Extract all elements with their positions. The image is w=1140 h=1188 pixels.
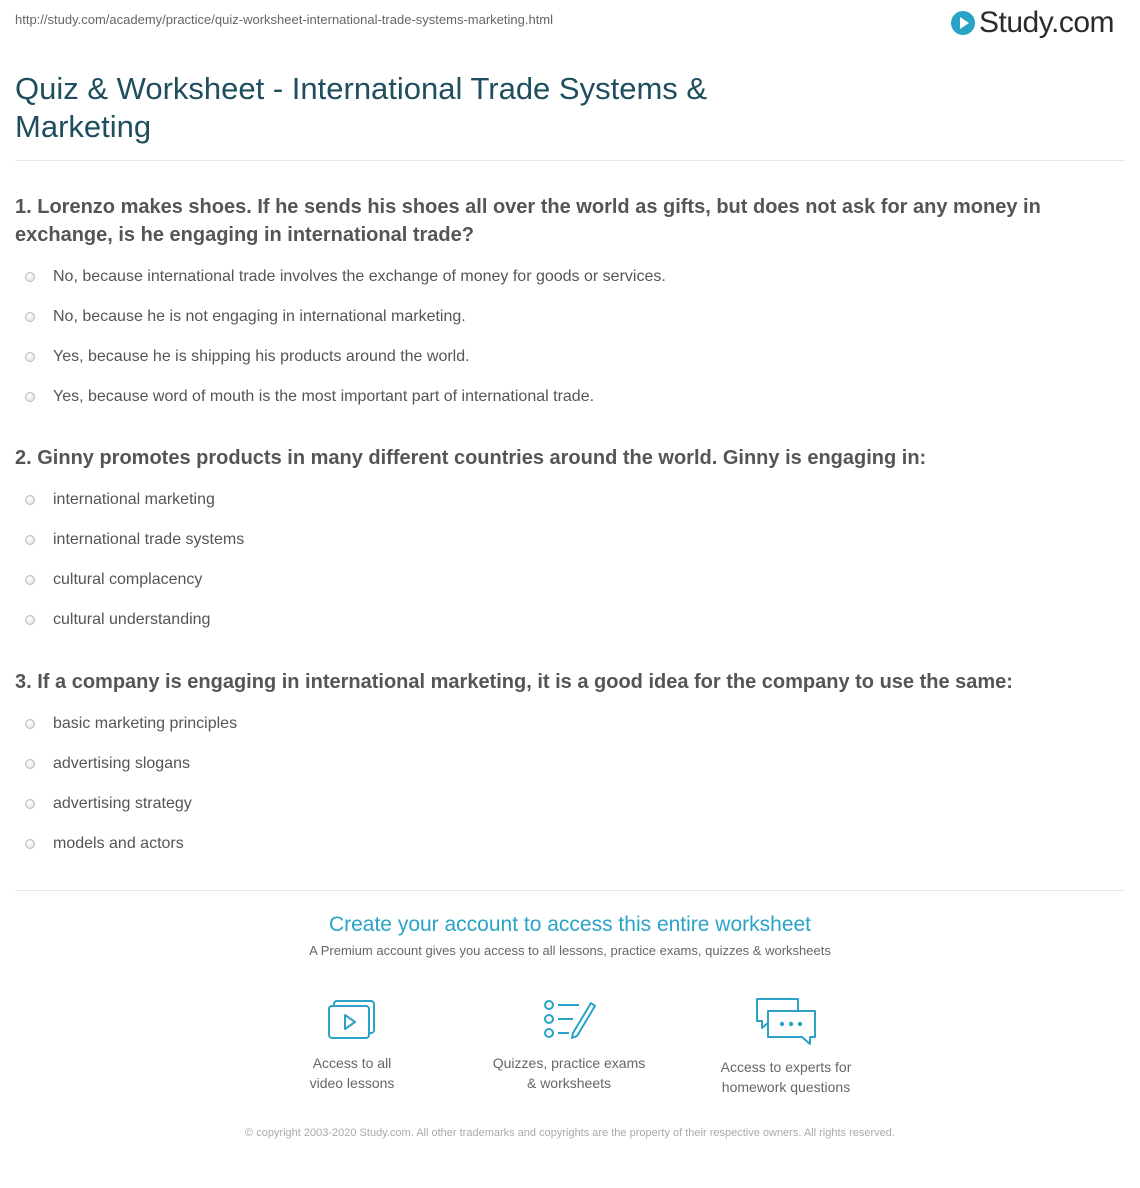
radio-button[interactable]: [25, 719, 35, 729]
answer-option[interactable]: [15, 297, 1115, 337]
answer-option[interactable]: [15, 377, 1115, 417]
radio-button[interactable]: [25, 535, 35, 545]
answer-label: international marketing: [53, 491, 215, 508]
feature-line: homework questions: [721, 1079, 851, 1095]
play-circle-icon: [951, 11, 975, 35]
answer-option[interactable]: [15, 337, 1115, 377]
answer-label: No, because international trade involves the exchange of money for goods or services.: [53, 268, 666, 285]
question-3: [15, 668, 1115, 864]
answer-label: models and actors: [53, 835, 184, 852]
feature-line: video lessons: [309, 1075, 395, 1091]
study-logo[interactable]: [951, 6, 1114, 40]
answer-label: Yes, because he is shipping his products around the world.: [53, 348, 470, 365]
chat-bubbles-icon: [754, 995, 818, 1047]
page-url: http://study.com/academy/practice/quiz-worksheet-international-trade-systems-marketing.html: [15, 12, 554, 27]
question-2: [15, 444, 1115, 640]
answer-label: cultural complacency: [53, 571, 203, 588]
page-title: Quiz & Worksheet - International Trade Systems & Marketing: [15, 71, 708, 144]
divider: [15, 890, 1125, 891]
radio-button[interactable]: [25, 759, 35, 769]
question-text: 2. Ginny promotes products in many different countries around the world. Ginny is engaging in:: [15, 447, 927, 469]
answer-label: cultural understanding: [53, 611, 211, 628]
radio-button[interactable]: [25, 839, 35, 849]
radio-button[interactable]: [25, 392, 35, 402]
question-text: 1. Lorenzo makes shoes. If he sends his shoes all over the world as gifts, but does not ask for any money in exchange, is he engaging in international trade?: [15, 196, 1041, 246]
answer-label: advertising slogans: [53, 755, 190, 772]
radio-button[interactable]: [25, 799, 35, 809]
logo-text: Study.com: [979, 6, 1114, 39]
video-lessons-icon: [326, 995, 378, 1043]
answer-option[interactable]: [15, 824, 1115, 864]
create-account-link[interactable]: Create your account to access this entire worksheet: [328, 913, 812, 936]
radio-button[interactable]: [25, 615, 35, 625]
feature-line: & worksheets: [526, 1075, 612, 1091]
answer-option[interactable]: [15, 257, 1115, 297]
answer-list: [15, 704, 1115, 864]
answer-option[interactable]: [15, 744, 1115, 784]
feature-experts: [696, 995, 876, 1097]
divider: [15, 160, 1125, 161]
answer-option[interactable]: [15, 520, 1115, 560]
answer-option[interactable]: [15, 600, 1115, 640]
question-text: 3. If a company is engaging in international marketing, it is a good idea for the company to use the same:: [15, 671, 1013, 693]
answer-label: international trade systems: [53, 531, 245, 548]
answer-list: [15, 480, 1115, 640]
copyright: © copyright 2003-2020 Study.com. All other trademarks and copyrights are the property of their respective owners. All rights reserved.: [245, 1127, 895, 1139]
answer-option[interactable]: [15, 784, 1115, 824]
feature-quizzes: [479, 995, 659, 1093]
signup-cta: [0, 913, 1140, 958]
answer-label: basic marketing principles: [53, 715, 238, 732]
feature-line: Quizzes, practice exams: [492, 1055, 646, 1071]
answer-option[interactable]: [15, 480, 1115, 520]
feature-line: Access to experts for: [720, 1059, 852, 1075]
radio-button[interactable]: [25, 495, 35, 505]
radio-button[interactable]: [25, 352, 35, 362]
question-1: [15, 193, 1115, 417]
answer-list: [15, 257, 1115, 417]
answer-option[interactable]: [15, 560, 1115, 600]
feature-line: Access to all: [312, 1055, 392, 1071]
quiz-checklist-icon: [541, 995, 597, 1043]
answer-label: Yes, because word of mouth is the most important part of international trade.: [53, 388, 595, 405]
radio-button[interactable]: [25, 575, 35, 585]
answer-label: No, because he is not engaging in international marketing.: [53, 308, 466, 325]
feature-video-lessons: [262, 995, 442, 1093]
cta-subtitle: A Premium account gives you access to all lessons, practice exams, quizzes & worksheets: [309, 943, 831, 958]
answer-option[interactable]: [15, 704, 1115, 744]
answer-label: advertising strategy: [53, 795, 192, 812]
radio-button[interactable]: [25, 272, 35, 282]
radio-button[interactable]: [25, 312, 35, 322]
